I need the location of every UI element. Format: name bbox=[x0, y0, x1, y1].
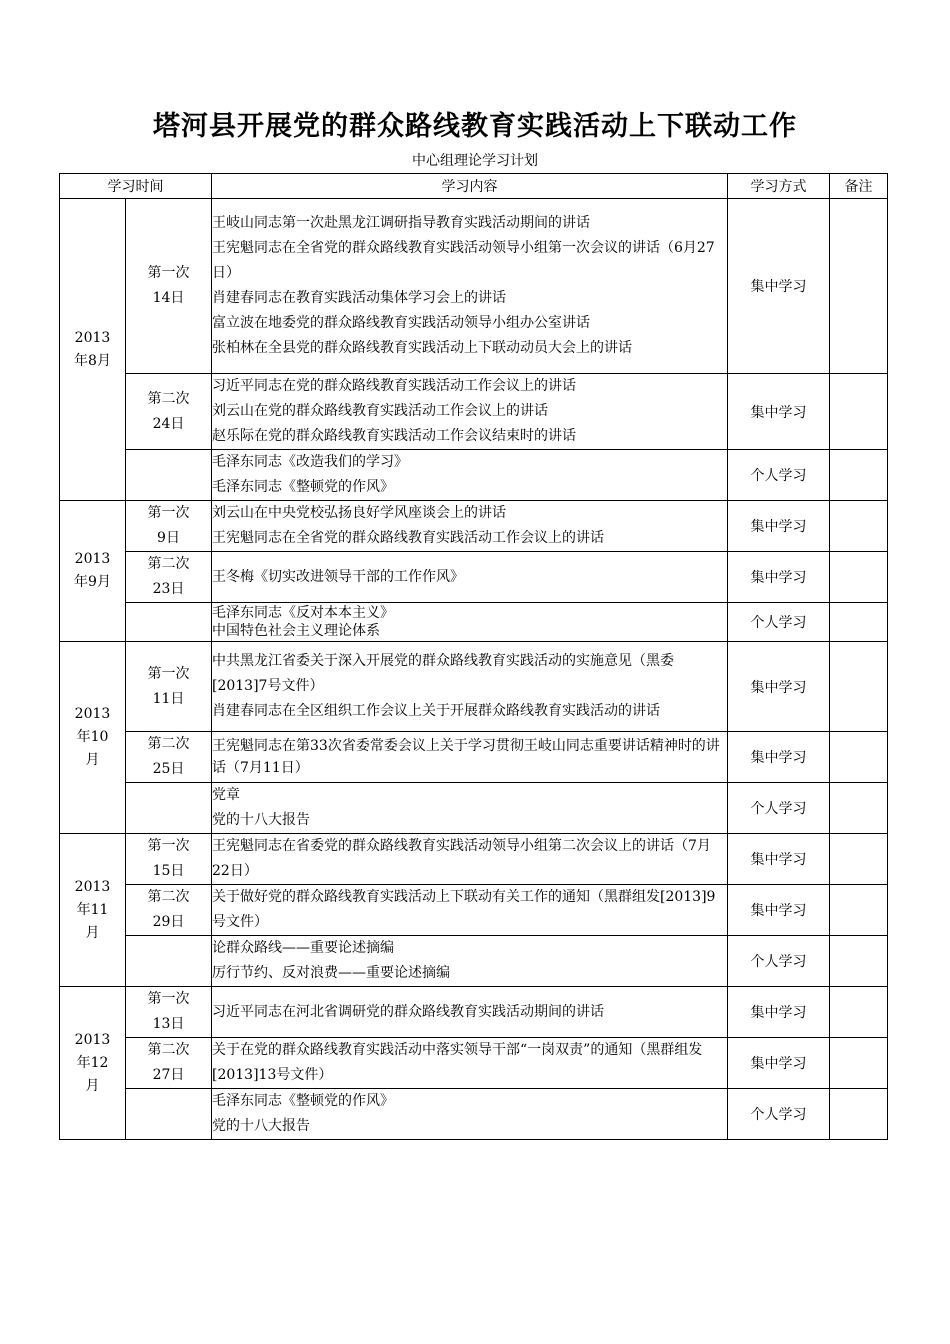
content-item: 肖建春同志在教育实践活动集体学习会上的讲话 bbox=[212, 290, 506, 306]
session-day: 14日 bbox=[152, 290, 185, 306]
method-cell: 集中学习 bbox=[728, 987, 830, 1038]
session-cell bbox=[126, 450, 212, 501]
month-cell bbox=[60, 642, 126, 834]
content-item: 肖建春同志在全区组织工作会议上关于开展群众路线教育实践活动的讲话 bbox=[212, 703, 660, 719]
content-item: 习近平同志在河北省调研党的群众路线教育实践活动期间的讲话 bbox=[212, 1003, 604, 1020]
content-item: 王宪魁同志在全省党的群众路线教育实践活动工作会议上的讲话 bbox=[212, 530, 604, 546]
content-cell bbox=[212, 603, 728, 642]
method-cell: 集中学习 bbox=[728, 374, 830, 450]
method-cell: 集中学习 bbox=[728, 732, 830, 783]
content-cell bbox=[212, 834, 728, 885]
content-cell bbox=[212, 1038, 728, 1089]
method-cell: 个人学习 bbox=[728, 783, 830, 834]
header-study-content: 学习内容 bbox=[212, 174, 728, 199]
header-note: 备注 bbox=[830, 174, 888, 199]
table-row bbox=[60, 1089, 888, 1140]
method-cell: 个人学习 bbox=[728, 1089, 830, 1140]
content-item: 关于做好党的群众路线教育实践活动上下联动有关工作的通知（黑群组发[2013]9号文件） bbox=[212, 889, 716, 930]
content-item: 党的十八大报告 bbox=[212, 812, 310, 828]
month-cell bbox=[60, 834, 126, 987]
session-day: 11日 bbox=[152, 690, 185, 707]
month-label-suffix: 月 bbox=[85, 752, 100, 768]
note-cell bbox=[830, 603, 888, 642]
content-cell bbox=[212, 732, 728, 783]
session-cell bbox=[126, 642, 212, 732]
content-cell bbox=[212, 552, 728, 603]
session-day: 24日 bbox=[152, 415, 185, 432]
content-item: 刘云山在中央党校弘扬良好学风座谈会上的讲话 bbox=[212, 505, 506, 521]
session-day: 27日 bbox=[152, 1067, 185, 1083]
table-row bbox=[60, 1038, 888, 1089]
content-item: 中国特色社会主义理论体系 bbox=[212, 623, 380, 639]
month-year: 2013 bbox=[74, 878, 111, 895]
content-item: 党章 bbox=[212, 787, 240, 803]
session-cell bbox=[126, 1089, 212, 1140]
session-label: 第二次 bbox=[147, 1042, 190, 1058]
session-cell bbox=[126, 501, 212, 552]
month-label: 年10 bbox=[76, 729, 109, 745]
content-cell bbox=[212, 987, 728, 1038]
content-cell bbox=[212, 199, 728, 374]
month-year: 2013 bbox=[74, 706, 111, 722]
month-cell bbox=[60, 501, 126, 642]
session-cell bbox=[126, 885, 212, 936]
content-cell bbox=[212, 374, 728, 450]
session-cell bbox=[126, 987, 212, 1038]
method-cell: 集中学习 bbox=[728, 552, 830, 603]
content-item: 毛泽东同志《整顿党的作风》 bbox=[212, 1093, 394, 1109]
method-cell: 集中学习 bbox=[728, 885, 830, 936]
note-cell bbox=[830, 374, 888, 450]
content-cell bbox=[212, 501, 728, 552]
method-cell: 集中学习 bbox=[728, 199, 830, 374]
note-cell bbox=[830, 834, 888, 885]
session-cell bbox=[126, 1038, 212, 1089]
table-row bbox=[60, 450, 888, 501]
session-label: 第一次 bbox=[147, 838, 190, 854]
document-subtitle: 中心组理论学习计划 bbox=[412, 153, 538, 169]
session-day: 29日 bbox=[152, 914, 185, 930]
session-day: 13日 bbox=[152, 1016, 185, 1032]
session-day: 23日 bbox=[152, 581, 185, 597]
method-cell: 个人学习 bbox=[728, 603, 830, 642]
session-cell bbox=[126, 834, 212, 885]
content-item: 毛泽东同志《改造我们的学习》 bbox=[212, 454, 408, 470]
content-cell bbox=[212, 936, 728, 987]
content-cell bbox=[212, 450, 728, 501]
note-cell bbox=[830, 885, 888, 936]
month-cell bbox=[60, 199, 126, 501]
content-item: 张柏林在全县党的群众路线教育实践活动上下联动动员大会上的讲话 bbox=[212, 340, 632, 356]
content-item: 习近平同志在党的群众路线教育实践活动工作会议上的讲话 bbox=[212, 378, 576, 394]
session-cell bbox=[126, 603, 212, 642]
note-cell bbox=[830, 199, 888, 374]
month-year: 2013 bbox=[74, 551, 111, 567]
note-cell bbox=[830, 1038, 888, 1089]
content-cell bbox=[212, 885, 728, 936]
content-item: 王宪魁同志在全省党的群众路线教育实践活动领导小组第一次会议的讲话（6月27日） bbox=[212, 240, 715, 281]
month-label: 年11 bbox=[76, 901, 109, 918]
table-row bbox=[60, 501, 888, 552]
content-item: 王宪魁同志在省委党的群众路线教育实践活动领导小组第二次会议上的讲话（7月22日） bbox=[212, 838, 711, 879]
session-cell bbox=[126, 732, 212, 783]
month-cell bbox=[60, 987, 126, 1140]
session-cell bbox=[126, 199, 212, 374]
table-header-row bbox=[60, 174, 888, 199]
month-year: 2013 bbox=[74, 1031, 111, 1048]
method-cell: 集中学习 bbox=[728, 501, 830, 552]
content-item: 王冬梅《切实改进领导干部的工作作风》 bbox=[212, 568, 464, 585]
month-label: 年12 bbox=[76, 1054, 109, 1071]
table-row bbox=[60, 732, 888, 783]
table-row bbox=[60, 885, 888, 936]
method-cell: 集中学习 bbox=[728, 834, 830, 885]
session-cell bbox=[126, 374, 212, 450]
table-row bbox=[60, 374, 888, 450]
session-cell bbox=[126, 936, 212, 987]
month-label: 年9月 bbox=[74, 574, 111, 590]
method-cell: 个人学习 bbox=[728, 936, 830, 987]
note-cell bbox=[830, 1089, 888, 1140]
note-cell bbox=[830, 987, 888, 1038]
session-label: 第二次 bbox=[147, 390, 190, 407]
month-year: 2013 bbox=[74, 329, 111, 346]
note-cell bbox=[830, 936, 888, 987]
table-row bbox=[60, 936, 888, 987]
method-cell: 集中学习 bbox=[728, 642, 830, 732]
session-day: 9日 bbox=[157, 530, 180, 546]
content-item: 富立波在地委党的群众路线教育实践活动领导小组办公室讲话 bbox=[212, 315, 590, 331]
note-cell bbox=[830, 450, 888, 501]
session-label: 第二次 bbox=[147, 736, 190, 752]
session-cell bbox=[126, 552, 212, 603]
session-label: 第一次 bbox=[147, 991, 190, 1007]
table-row bbox=[60, 199, 888, 374]
session-label: 第二次 bbox=[147, 556, 190, 572]
table-row bbox=[60, 783, 888, 834]
session-label: 第二次 bbox=[147, 889, 190, 905]
study-plan-table bbox=[59, 173, 888, 1140]
document-title: 塔河县开展党的群众路线教育实践活动上下联动工作 bbox=[153, 111, 797, 142]
content-cell bbox=[212, 783, 728, 834]
session-label: 第一次 bbox=[147, 665, 190, 682]
content-cell bbox=[212, 642, 728, 732]
session-day: 15日 bbox=[152, 863, 185, 879]
content-item: 中共黑龙江省委关于深入开展党的群众路线教育实践活动的实施意见（黑委[2013]7号文件） bbox=[212, 653, 674, 694]
table-row bbox=[60, 987, 888, 1038]
header-study-method: 学习方式 bbox=[728, 174, 830, 199]
table-row bbox=[60, 834, 888, 885]
table-row bbox=[60, 642, 888, 732]
method-cell: 个人学习 bbox=[728, 450, 830, 501]
note-cell bbox=[830, 552, 888, 603]
month-label: 年8月 bbox=[74, 352, 111, 369]
content-item: 王宪魁同志在第33次省委常委会议上关于学习贯彻王岐山同志重要讲话精神时的讲话（7月11日） bbox=[212, 738, 720, 776]
method-cell: 集中学习 bbox=[728, 1038, 830, 1089]
content-item: 毛泽东同志《整顿党的作风》 bbox=[212, 479, 394, 495]
header-study-time: 学习时间 bbox=[60, 174, 212, 199]
session-label: 第一次 bbox=[147, 265, 190, 281]
table-row bbox=[60, 552, 888, 603]
content-item: 赵乐际在党的群众路线教育实践活动工作会议结束时的讲话 bbox=[212, 428, 576, 444]
session-cell bbox=[126, 783, 212, 834]
content-item: 毛泽东同志《反对本本主义》 bbox=[212, 605, 394, 621]
session-label: 第一次 bbox=[147, 505, 190, 521]
note-cell bbox=[830, 732, 888, 783]
content-cell bbox=[212, 1089, 728, 1140]
note-cell bbox=[830, 642, 888, 732]
note-cell bbox=[830, 783, 888, 834]
content-item: 论群众路线——重要论述摘编 bbox=[212, 940, 394, 956]
content-item: 党的十八大报告 bbox=[212, 1118, 310, 1134]
content-item: 关于在党的群众路线教育实践活动中落实领导干部“一岗双责”的通知（黑群组发[2013]13号文件） bbox=[212, 1042, 703, 1083]
content-item: 刘云山在党的群众路线教育实践活动工作会议上的讲话 bbox=[212, 403, 548, 419]
content-item: 王岐山同志第一次赴黑龙江调研指导教育实践活动期间的讲话 bbox=[212, 215, 590, 231]
month-label-suffix: 月 bbox=[85, 924, 100, 941]
month-label-suffix: 月 bbox=[85, 1077, 100, 1094]
table-row bbox=[60, 603, 888, 642]
content-item: 厉行节约、反对浪费——重要论述摘编 bbox=[212, 965, 450, 981]
session-day: 25日 bbox=[152, 761, 185, 777]
note-cell bbox=[830, 501, 888, 552]
